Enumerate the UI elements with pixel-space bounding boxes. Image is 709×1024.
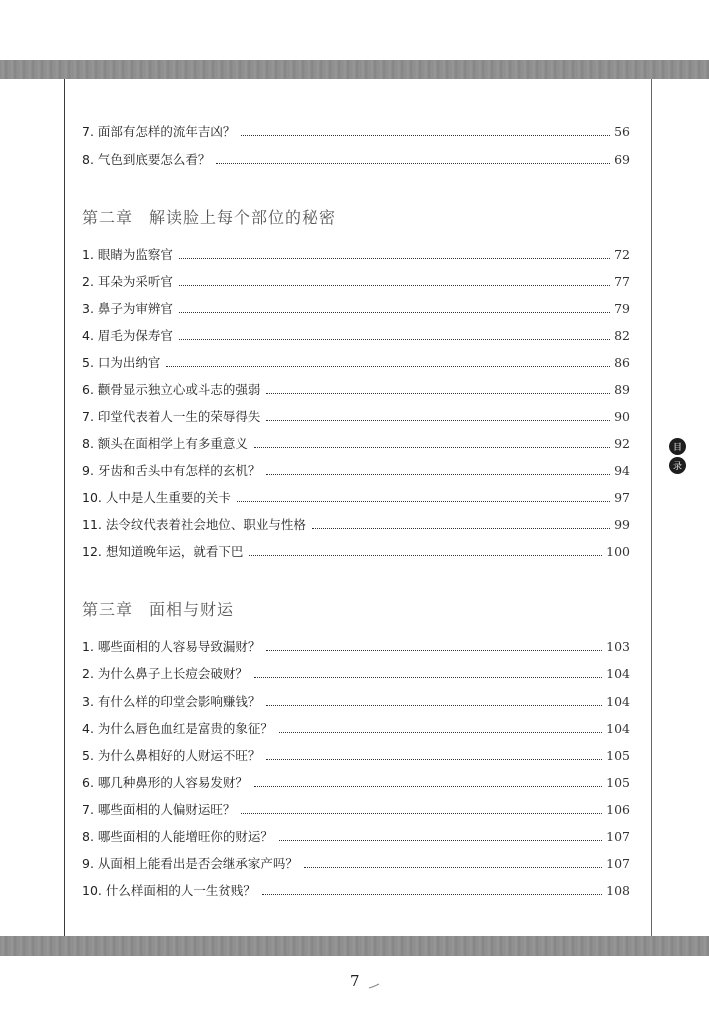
entry-page: 104: [606, 721, 630, 736]
entry-page: 79: [614, 301, 630, 316]
entry-title: 7. 面部有怎样的流年吉凶？: [82, 124, 236, 139]
dot-leader: [279, 840, 602, 841]
entry-page: 103: [606, 639, 630, 654]
entry-page: 97: [614, 490, 630, 505]
dot-leader: [266, 474, 610, 475]
dot-leader: [166, 366, 610, 367]
toc-entry[interactable]: [82, 376, 630, 398]
dot-leader: [254, 786, 602, 787]
dot-leader: [266, 420, 610, 421]
entry-title: 8. 哪些面相的人能增旺你的财运？: [82, 829, 273, 844]
dot-leader: [254, 677, 602, 678]
entry-page: 100: [606, 544, 630, 559]
top-gray-band: [0, 60, 709, 79]
entry-page: 105: [606, 775, 630, 790]
side-tab-mulu-top: 目: [669, 438, 686, 455]
dot-leader: [237, 501, 610, 502]
dot-leader: [249, 555, 602, 556]
side-tab-mulu-bottom: 录: [669, 457, 686, 474]
toc-entry[interactable]: [82, 715, 630, 737]
toc-entry[interactable]: [82, 146, 630, 168]
chapter-number: 第三章: [82, 600, 134, 619]
dot-leader: [179, 258, 610, 259]
entry-page: 82: [614, 328, 630, 343]
chapter-number: 第二章: [82, 208, 134, 227]
page-number: 7: [350, 972, 360, 990]
entry-page: 72: [614, 247, 630, 262]
entry-title: 6. 颧骨显示独立心或斗志的强弱: [82, 382, 261, 397]
entry-title: 8. 气色到底要怎么看？: [82, 152, 211, 167]
entry-page: 104: [606, 666, 630, 681]
dot-leader: [241, 813, 602, 814]
dot-leader: [262, 894, 602, 895]
entry-page: 56: [614, 124, 630, 139]
entry-page: 86: [614, 355, 630, 370]
toc-entry[interactable]: [82, 688, 630, 710]
entry-title: 3. 有什么样的印堂会影响赚钱？: [82, 694, 261, 709]
entry-title: 3. 鼻子为审辨官: [82, 301, 173, 316]
toc-entry[interactable]: [82, 877, 630, 899]
dot-leader: [266, 393, 610, 394]
entry-page: 92: [614, 436, 630, 451]
dot-leader: [254, 447, 610, 448]
toc-entry[interactable]: [82, 322, 630, 344]
dot-leader: [312, 528, 610, 529]
toc-entry[interactable]: [82, 241, 630, 263]
toc-entry[interactable]: [82, 742, 630, 764]
entry-page: 104: [606, 694, 630, 709]
entry-title: 5. 为什么鼻相好的人财运不旺？: [82, 748, 261, 763]
dot-leader: [266, 759, 602, 760]
entry-title: 6. 哪几种鼻形的人容易发财？: [82, 775, 248, 790]
entry-page: 89: [614, 382, 630, 397]
bottom-gray-band: [0, 936, 709, 956]
entry-page: 107: [606, 856, 630, 871]
toc-entry[interactable]: [82, 823, 630, 845]
dot-leader: [266, 650, 602, 651]
toc-entry[interactable]: [82, 660, 630, 682]
entry-page: 107: [606, 829, 630, 844]
chapter-title: 解读脸上每个部位的秘密: [149, 208, 337, 227]
dot-leader: [179, 339, 610, 340]
entry-page: 90: [614, 409, 630, 424]
chapter-heading-3: [82, 596, 630, 620]
toc-entry[interactable]: [82, 511, 630, 533]
entry-title: 1. 哪些面相的人容易导致漏财？: [82, 639, 261, 654]
dot-leader: [266, 705, 602, 706]
right-margin-line: [651, 79, 652, 936]
entry-title: 12. 想知道晚年运，就看下巴: [82, 544, 244, 559]
toc-entry[interactable]: [82, 796, 630, 818]
toc-entry[interactable]: [82, 118, 630, 140]
toc-entry[interactable]: [82, 349, 630, 371]
toc-entry[interactable]: [82, 769, 630, 791]
entry-title: 5. 口为出纳官: [82, 355, 161, 370]
pen-mark-icon: [368, 983, 380, 989]
dot-leader: [279, 732, 602, 733]
entry-page: 69: [614, 152, 630, 167]
entry-title: 7. 印堂代表着人一生的荣辱得失: [82, 409, 261, 424]
dot-leader: [179, 312, 610, 313]
dot-leader: [216, 163, 610, 164]
entry-title: 11. 法令纹代表着社会地位、职业与性格: [82, 517, 306, 532]
chapter-heading-2: [82, 204, 630, 228]
entry-title: 7. 哪些面相的人偏财运旺？: [82, 802, 236, 817]
toc-entry[interactable]: [82, 295, 630, 317]
toc-entry[interactable]: [82, 403, 630, 425]
toc-entry[interactable]: [82, 484, 630, 506]
chapter-title: 面相与财运: [149, 600, 235, 619]
left-margin-line: [64, 79, 65, 936]
toc-entry[interactable]: [82, 538, 630, 560]
entry-title: 4. 为什么唇色血红是富贵的象征？: [82, 721, 273, 736]
dot-leader: [241, 135, 610, 136]
entry-page: 106: [606, 802, 630, 817]
dot-leader: [304, 867, 602, 868]
entry-title: 4. 眉毛为保寿官: [82, 328, 173, 343]
entry-title: 9. 牙齿和舌头中有怎样的玄机？: [82, 463, 261, 478]
entry-title: 2. 为什么鼻子上长痘会破财？: [82, 666, 248, 681]
entry-page: 105: [606, 748, 630, 763]
toc-entry[interactable]: [82, 457, 630, 479]
entry-title: 2. 耳朵为采听官: [82, 274, 173, 289]
entry-title: 10. 什么样面相的人一生贫贱？: [82, 883, 256, 898]
dot-leader: [179, 285, 610, 286]
entry-title: 8. 额头在面相学上有多重意义: [82, 436, 248, 451]
entry-title: 9. 从面相上能看出是否会继承家产吗？: [82, 856, 298, 871]
toc-entry[interactable]: [82, 850, 630, 872]
entry-page: 94: [614, 463, 630, 478]
toc-entry[interactable]: [82, 430, 630, 452]
entry-title: 10. 人中是人生重要的关卡: [82, 490, 231, 505]
toc-entry[interactable]: [82, 633, 630, 655]
entry-page: 99: [614, 517, 630, 532]
toc-entry[interactable]: [82, 268, 630, 290]
entry-page: 108: [606, 883, 630, 898]
entry-page: 77: [614, 274, 630, 289]
entry-title: 1. 眼睛为监察官: [82, 247, 173, 262]
